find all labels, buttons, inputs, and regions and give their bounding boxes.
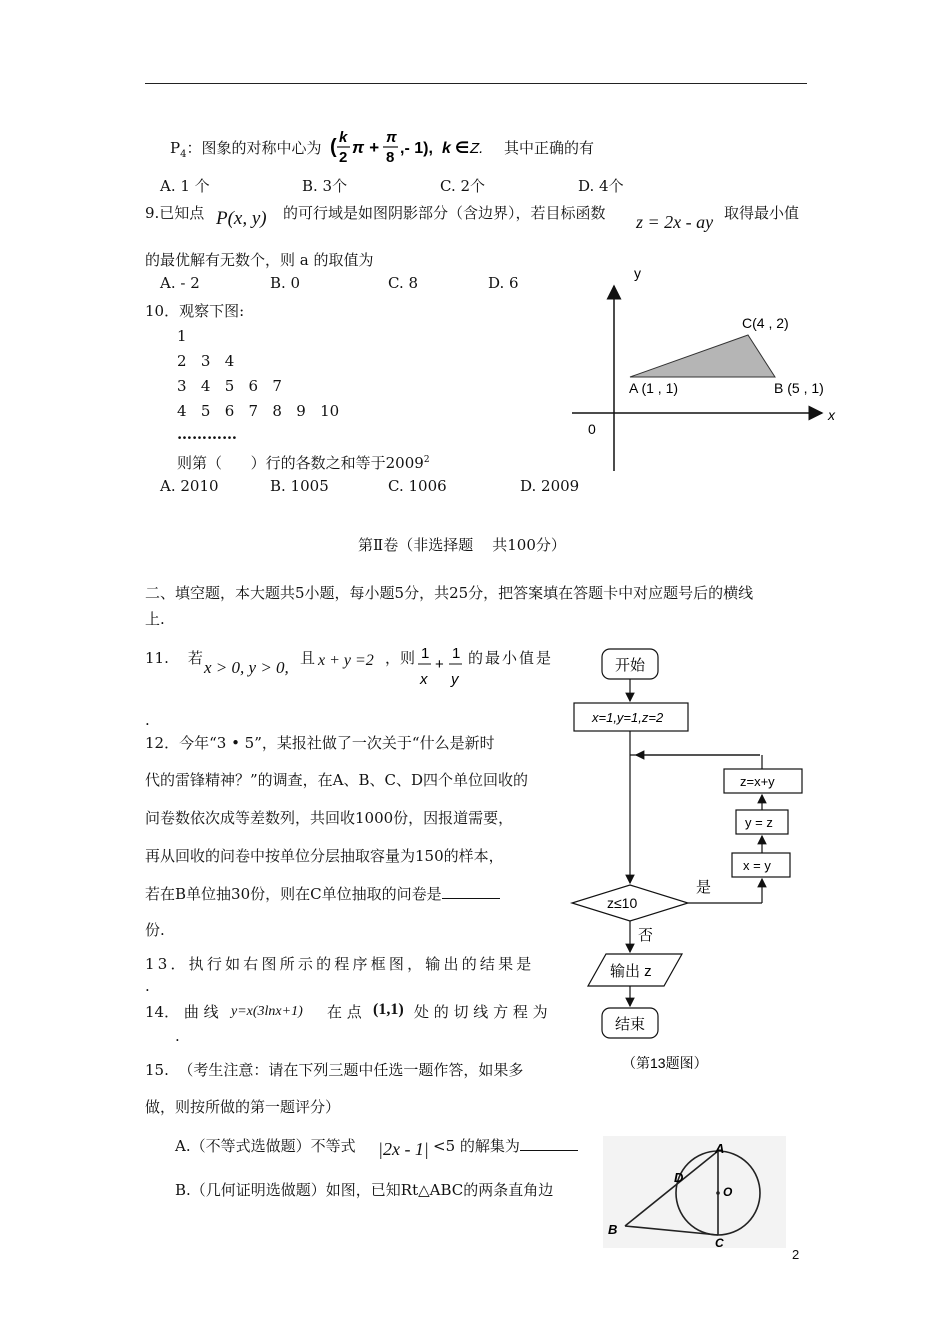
- q11-and: 且: [300, 649, 316, 667]
- q8-p4-line: $P_4$：图象的对称中心为: [170, 139, 322, 160]
- q10-row-3: 3 4 5 6 7: [177, 377, 282, 395]
- q9-option-a: A. - 2: [160, 274, 200, 292]
- flow-yz-label: y = z: [745, 815, 773, 830]
- q10-option-d: D. 2009: [520, 477, 580, 495]
- q15-b-text: B.（几何证明选做题）如图，已知Rt△ABC的两条直角边: [175, 1181, 554, 1199]
- svg-text:1: 1: [421, 645, 430, 662]
- svg-text:∈: ∈: [455, 140, 470, 157]
- flow-caption: （第13题图）: [622, 1055, 708, 1071]
- q11-fraction: [415, 640, 469, 690]
- q12-line-6: 份.: [145, 921, 165, 939]
- q9-option-c: C. 8: [388, 274, 419, 292]
- q10-option-b: B. 1005: [270, 477, 329, 495]
- q12-line-4: 再从回收的问卷中按单位分层抽取容量为150的样本，: [145, 847, 504, 865]
- svg-text:y: y: [451, 671, 459, 688]
- header-rule: [145, 83, 807, 84]
- q12-answer-blank: [442, 884, 500, 899]
- flow-zxy-label: z=x+y: [740, 774, 775, 789]
- q11-end: .: [145, 711, 150, 729]
- q8-formula-svg: [330, 126, 500, 170]
- q14-mid: 在 点: [327, 1003, 362, 1021]
- svg-text:π +: π +: [352, 138, 379, 157]
- svg-text:x: x: [420, 671, 428, 688]
- q9-option-d: D. 6: [488, 274, 519, 292]
- q14-end: .: [175, 1027, 180, 1045]
- flow-output-label: 输出 z: [610, 963, 652, 980]
- q11-then: ，则: [385, 649, 416, 667]
- q12-line-1: 12．今年“3 • 5”，某报社做了一次关于“什么是新时: [145, 734, 495, 752]
- svg-text:π: π: [386, 129, 397, 146]
- q11-cond: x > 0, y > 0,: [204, 658, 289, 677]
- q8-option-c: C. 2个: [440, 177, 486, 195]
- svg-text:1: 1: [452, 645, 461, 662]
- q9-point: P(x, y): [216, 208, 267, 229]
- q9-pre: 9.已知点: [145, 204, 205, 222]
- geo-label-d: D: [674, 1170, 684, 1185]
- flow-no-label: 否: [638, 927, 654, 944]
- svg-text:8: 8: [386, 149, 395, 166]
- y-axis-label: y: [634, 265, 641, 281]
- q8-option-d: D. 4个: [578, 177, 624, 195]
- point-a-label: A (1 , 1): [629, 380, 679, 396]
- q8-tail: 其中正确的有: [504, 139, 595, 157]
- flow-end-label: 结束: [615, 1016, 646, 1033]
- q14-pre: 14． 曲 线: [145, 1003, 219, 1021]
- q9-func: z = 2x - ay: [636, 212, 714, 232]
- q10-option-a: A. 2010: [160, 477, 219, 495]
- q15-a-pre: A.（不等式选做题）不等式: [175, 1137, 356, 1155]
- flow-xy-label: x = y: [743, 858, 771, 873]
- svg-text:(: (: [330, 136, 337, 158]
- svg-text:Z.: Z.: [470, 140, 484, 157]
- section2-line2: 上.: [145, 610, 165, 628]
- q9-line2: 的最优解有无数个，则 a 的取值为: [145, 251, 374, 269]
- svg-text:k: k: [442, 140, 451, 157]
- svg-text:2: 2: [339, 149, 348, 166]
- shaded-triangle: [630, 335, 775, 377]
- svg-text:,- 1),: ,- 1),: [400, 140, 433, 157]
- q10-row-4: 4 5 6 7 8 9 10: [177, 402, 340, 420]
- flow-cond-label: z≤10: [607, 895, 638, 911]
- x-axis-label: x: [828, 407, 835, 423]
- point-b-label: B (5 , 1): [774, 380, 824, 396]
- q15-a-post: <5 的解集为: [433, 1136, 578, 1156]
- geo-label-o: O: [723, 1185, 733, 1199]
- geo-label-a: A: [715, 1141, 725, 1156]
- q8-option-a: A. 1 个: [160, 177, 210, 195]
- q10-row-2: 2 3 4: [177, 352, 235, 370]
- q10-question: 则第（ ）行的各数之和等于2009$^2$: [177, 454, 430, 472]
- q8-option-b: B. 3个: [302, 177, 348, 195]
- q10-option-c: C. 1006: [388, 477, 447, 495]
- q14-curve: y=x(3lnx+1): [231, 1004, 303, 1019]
- geo-label-c: C: [715, 1236, 724, 1248]
- flowchart: [560, 640, 820, 1080]
- origin-label: 0: [588, 421, 596, 437]
- page-number: 2: [792, 1247, 800, 1262]
- svg-text:+: +: [435, 656, 444, 673]
- q12-line-5: 若在B单位抽30份，则在C单位抽取的问卷是: [145, 884, 500, 904]
- part2-title: 第Ⅱ卷（非选择题 共100分）: [358, 536, 566, 554]
- q12-line-3: 问卷数依次成等差数列，共回收1000份，因报道需要，: [145, 809, 514, 827]
- flow-start-label: 开始: [615, 657, 646, 674]
- q11-pre: 11. 若: [145, 649, 203, 667]
- q15-a-expr: |2x - 1|: [378, 1139, 429, 1159]
- q13-text: 13．执行如右图所示的程序框图，输出的结果是: [145, 955, 535, 973]
- q11-post: 的最小值是: [468, 649, 554, 667]
- q10-row-ellipsis: …………: [177, 425, 237, 443]
- q14-post: 处 的 切 线 方 程 为: [414, 1003, 548, 1021]
- flow-yes-label: 是: [696, 879, 712, 896]
- svg-text:k: k: [339, 129, 348, 146]
- q9-option-b: B. 0: [270, 274, 301, 292]
- feasible-region-graph: [560, 258, 850, 480]
- q15-line2: 做，则按所做的第一题评分）: [145, 1098, 341, 1116]
- q12-line-2: 代的雷锋精神？”的调查，在A、B、C、D四个单位回收的: [145, 771, 529, 789]
- q8-formula: [330, 126, 500, 170]
- q15-line1: 15. （考生注意：请在下列三题中任选一题作答，如果多: [145, 1061, 524, 1079]
- geo-label-b: B: [608, 1222, 618, 1237]
- q9-mid: 的可行域是如图阴影部分（含边界），若目标函数: [283, 204, 606, 222]
- flow-init-label: x=1,y=1,z=2: [592, 710, 664, 725]
- q9-post: 取得最小值: [724, 204, 800, 222]
- geometry-figure: [603, 1136, 786, 1248]
- q10-title: 10．观察下图:: [145, 302, 245, 320]
- q15-a-answer-blank: [520, 1136, 578, 1151]
- section2-line1: 二、填空题，本大题共5小题，每小题5分，共25分，把答案填在答题卡中对应题号后的横线: [145, 584, 754, 602]
- q11-sum: x + y =2: [318, 652, 374, 669]
- q13-end: .: [145, 977, 150, 995]
- q14-point: (1,1): [373, 1001, 404, 1018]
- point-c-label: C(4 , 2): [742, 315, 789, 331]
- q10-row-1: 1: [177, 327, 187, 345]
